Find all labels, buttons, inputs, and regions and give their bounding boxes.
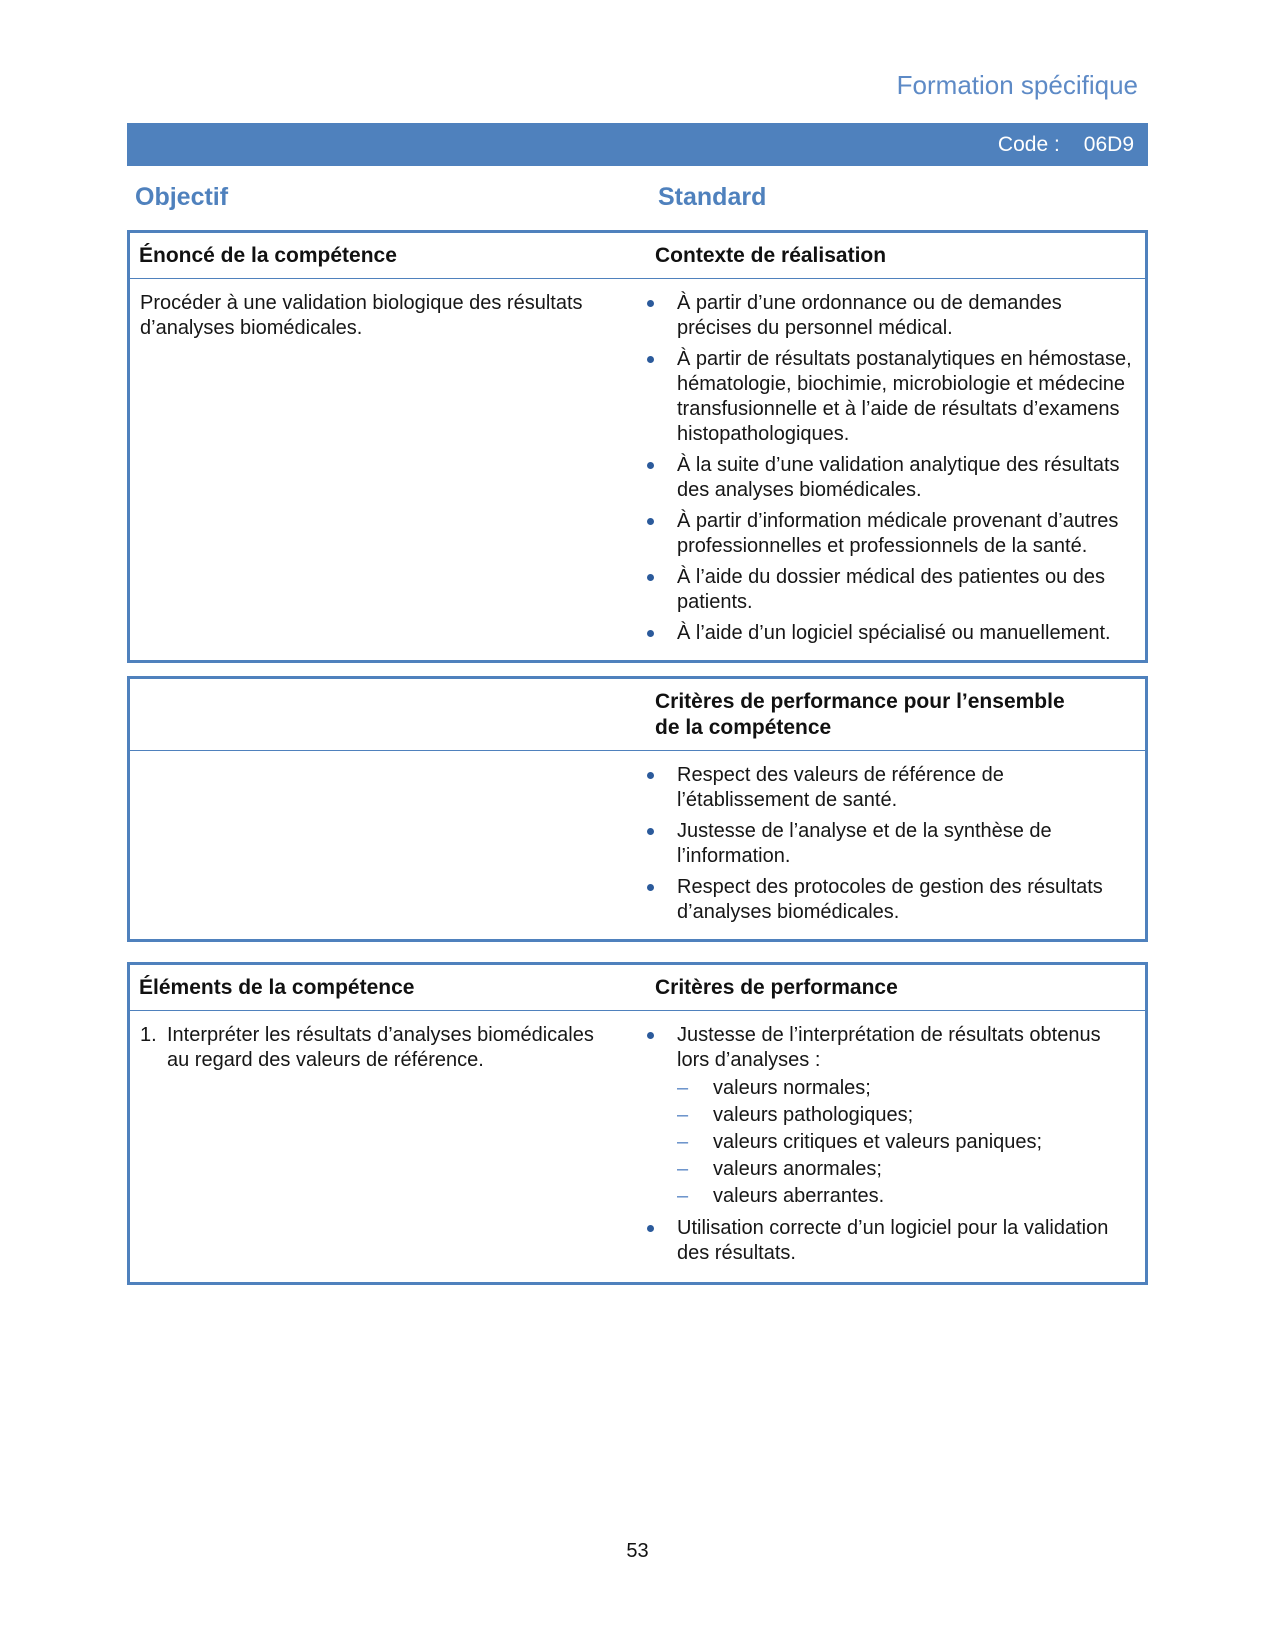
dash-item <box>677 1129 1133 1156</box>
table-criteres-ensemble <box>127 676 1148 942</box>
table-header-row <box>130 679 1145 751</box>
header-contexte: Contexte de réalisation <box>655 244 887 267</box>
bullet-text: À partir de résultats postanalytiques en hémostase, hématologie, biochimie, microbiologie et médecine transfusionnelle et à l’aide de résultats d’examens histopathologiques. <box>677 348 1132 445</box>
dash-text: valeurs critiques et valeurs paniques; <box>713 1131 1043 1153</box>
header-criteres: Critères de performance <box>655 976 898 999</box>
bullet-item <box>645 763 1133 813</box>
bullet-item <box>645 347 1133 447</box>
criteres-cell <box>637 1023 1145 1268</box>
criteres-bullet-list <box>637 1023 1145 1266</box>
table-enonce-contexte <box>127 230 1148 663</box>
bullet-item <box>645 621 1133 646</box>
table-body-row <box>130 279 1145 660</box>
code-banner <box>127 123 1148 166</box>
dash-item <box>677 1102 1133 1129</box>
dash-text: valeurs normales; <box>713 1077 871 1099</box>
table-body-row <box>130 1011 1145 1282</box>
bullet-text: À partir d’information médicale provenant d’autres professionnelles et professionnels de la santé. <box>677 510 1119 557</box>
header-empty <box>130 689 637 741</box>
column-headings <box>127 183 1148 212</box>
bullet-text: À l’aide d’un logiciel spécialisé ou manuellement. <box>677 622 1111 644</box>
criteres-ensemble-bullet-list <box>637 763 1145 925</box>
element-text: Interpréter les résultats d’analyses biomédicales au regard des valeurs de référence. <box>167 1024 594 1071</box>
element-number: 1. <box>140 1024 157 1046</box>
criteres-ensemble-cell <box>637 763 1145 925</box>
code-value: 06D9 <box>1083 132 1134 156</box>
dash-item <box>677 1183 1133 1210</box>
bullet-item <box>645 875 1133 925</box>
bullet-text: Utilisation correcte d’un logiciel pour la validation des résultats. <box>677 1217 1109 1264</box>
bullet-text: À l’aide du dossier médical des patientes ou des patients. <box>677 566 1106 613</box>
header-criteres-ensemble: Critères de performance pour l’ensemble de la compétence <box>655 690 1065 739</box>
code-label: Code : <box>997 132 1060 156</box>
dash-item <box>677 1156 1133 1183</box>
page-number: 53 <box>626 1540 649 1562</box>
dash-text: valeurs aberrantes. <box>713 1185 885 1207</box>
dash-sublist <box>677 1075 1133 1210</box>
dash-text: valeurs pathologiques; <box>713 1104 914 1126</box>
dash-text: valeurs anormales; <box>713 1158 882 1180</box>
page-content <box>127 0 1148 1285</box>
numbered-element <box>140 1023 615 1073</box>
header-elements: Éléments de la compétence <box>139 976 415 999</box>
section-label: Formation spécifique <box>896 70 1138 100</box>
bullet-item <box>645 1023 1133 1210</box>
heading-objectif: Objectif <box>135 183 229 211</box>
bullet-text: Justesse de l’interprétation de résultats obtenus lors d’analyses : <box>677 1024 1101 1071</box>
elements-cell <box>130 1023 637 1268</box>
bullet-item <box>645 291 1133 341</box>
bullet-item <box>645 565 1133 615</box>
bullet-text: Justesse de l’analyse et de la synthèse de l’information. <box>677 820 1052 867</box>
dash-item <box>677 1075 1133 1102</box>
bullet-text: Respect des valeurs de référence de l’établissement de santé. <box>677 764 1004 811</box>
table-body-row <box>130 751 1145 939</box>
bullet-item <box>645 819 1133 869</box>
contexte-cell <box>637 291 1145 646</box>
header-enonce: Énoncé de la compétence <box>139 244 397 267</box>
empty-cell <box>130 763 637 925</box>
table-header-row <box>130 233 1145 279</box>
contexte-bullet-list <box>637 291 1145 646</box>
competence-statement: Procéder à une validation biologique des résultats d’analyses biomédicales. <box>140 292 583 339</box>
bullet-item <box>645 453 1133 503</box>
table-header-row <box>130 965 1145 1011</box>
table-elements-criteres <box>127 962 1148 1285</box>
bullet-text: À la suite d’une validation analytique des résultats des analyses biomédicales. <box>677 454 1120 501</box>
bullet-item <box>645 509 1133 559</box>
bullet-item <box>645 1216 1133 1266</box>
bullet-text: À partir d’une ordonnance ou de demandes précises du personnel médical. <box>677 292 1062 339</box>
heading-standard: Standard <box>658 183 767 211</box>
bullet-text: Respect des protocoles de gestion des résultats d’analyses biomédicales. <box>677 876 1103 923</box>
